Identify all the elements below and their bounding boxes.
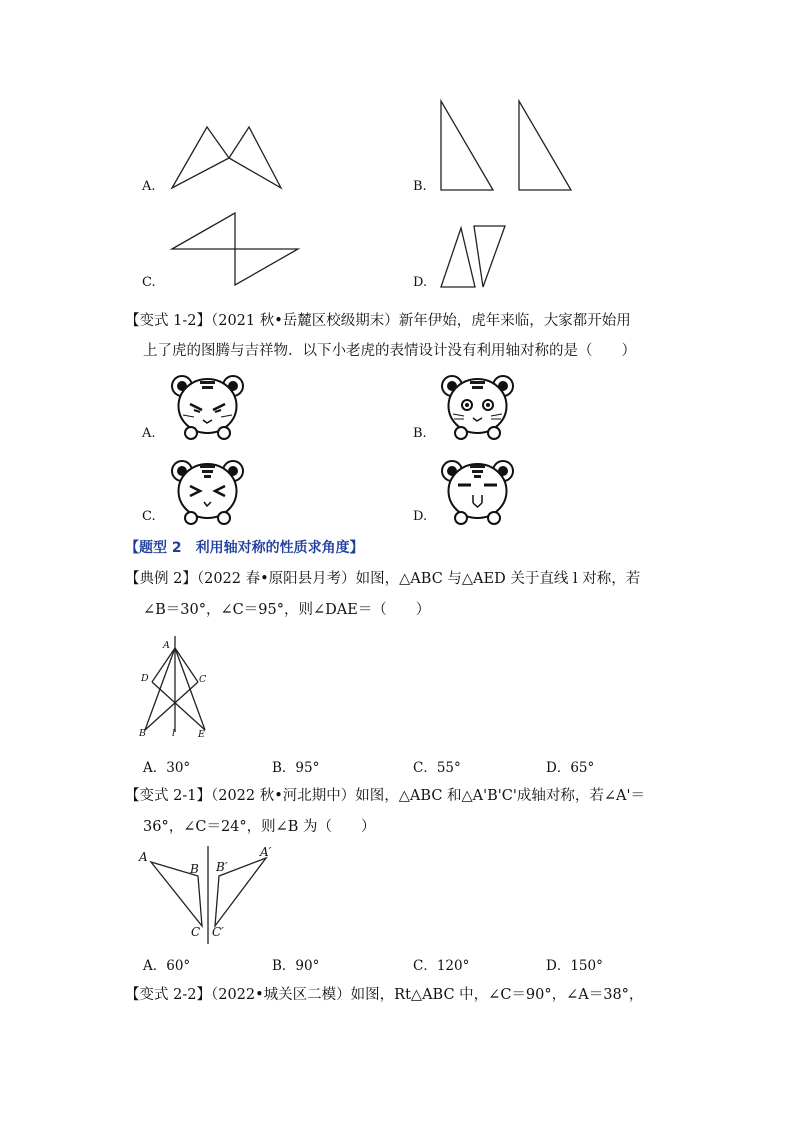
point-D-label: D: [141, 673, 149, 684]
variant-2-1-text: （2022 秋•河北期中）如图，△ABC 和△A'B'C'成轴对称，若∠A'＝: [210, 788, 645, 804]
variant-1-2-line2: 上了虎的图腾与吉祥物．以下小老虎的表情设计没有利用轴对称的是（ ）: [143, 343, 636, 359]
variant-2-1-choice-c[interactable]: C．120°: [413, 958, 470, 974]
variant-1-2-source: （2021 秋•岳麓区校级期末）新年伊始，虎年来临，大家都开始用: [210, 313, 631, 329]
variant-1-2-option-b[interactable]: B.: [413, 426, 427, 441]
example-2-text: （2022 春•原阳县月考）如图，△ABC 与△AED 关于直线 l 对称，若: [196, 571, 641, 587]
example-2-choice-d[interactable]: D．65°: [546, 760, 595, 776]
option-a-label[interactable]: A.: [142, 179, 156, 194]
option-b-label[interactable]: B.: [413, 179, 427, 194]
variant-2-2-text: （2022•城关区二模）如图，Rt△ABC 中，∠C＝90°，∠A＝38°，: [210, 987, 644, 1003]
example-2-choice-a[interactable]: A．30°: [143, 760, 191, 776]
point-A-prime-label: A′: [260, 845, 272, 859]
example-2-tag: 【典例 2】: [125, 571, 197, 587]
option-d-label[interactable]: D.: [413, 275, 428, 290]
point-C-prime-label: C′: [212, 925, 224, 939]
example-2-line2: ∠B＝30°，∠C＝95°，则∠DAE＝（ ）: [143, 602, 431, 618]
point-B-label-2: B: [190, 862, 199, 876]
variant-2-1-choice-a[interactable]: A．60°: [143, 958, 191, 974]
example-2-choice-c[interactable]: C．55°: [413, 760, 461, 776]
variant-1-2-tag: 【变式 1-2】: [125, 313, 211, 329]
variant-2-1-choice-b[interactable]: B．90°: [272, 958, 320, 974]
point-B-prime-label: B′: [216, 860, 228, 874]
variant-1-2-option-d[interactable]: D.: [413, 509, 428, 524]
variant-2-1-tag: 【变式 2-1】: [125, 788, 211, 804]
point-A-label-2: A: [139, 850, 148, 864]
point-C-label-2: C: [191, 925, 201, 939]
variant-1-2-option-c[interactable]: C.: [142, 509, 156, 524]
section-title-type-2: 【题型 2 利用轴对称的性质求角度】: [125, 540, 364, 556]
point-E-label: E: [198, 729, 205, 740]
variant-2-2-tag: 【变式 2-2】: [125, 987, 211, 1003]
point-C-label: C: [199, 674, 207, 685]
variant-1-2-option-a[interactable]: A.: [142, 426, 156, 441]
point-B-label: B: [139, 728, 146, 739]
variant-2-1-choice-d[interactable]: D．150°: [546, 958, 603, 974]
point-A-label: A: [163, 640, 170, 651]
variant-2-2-line1: [125, 985, 643, 1005]
variant-2-1-line2: 36°，∠C＝24°，则∠B 为（ ）: [143, 819, 376, 835]
example-2-choice-b[interactable]: B．95°: [272, 760, 320, 776]
line-l-label: l: [172, 728, 176, 739]
option-c-label[interactable]: C.: [142, 275, 156, 290]
